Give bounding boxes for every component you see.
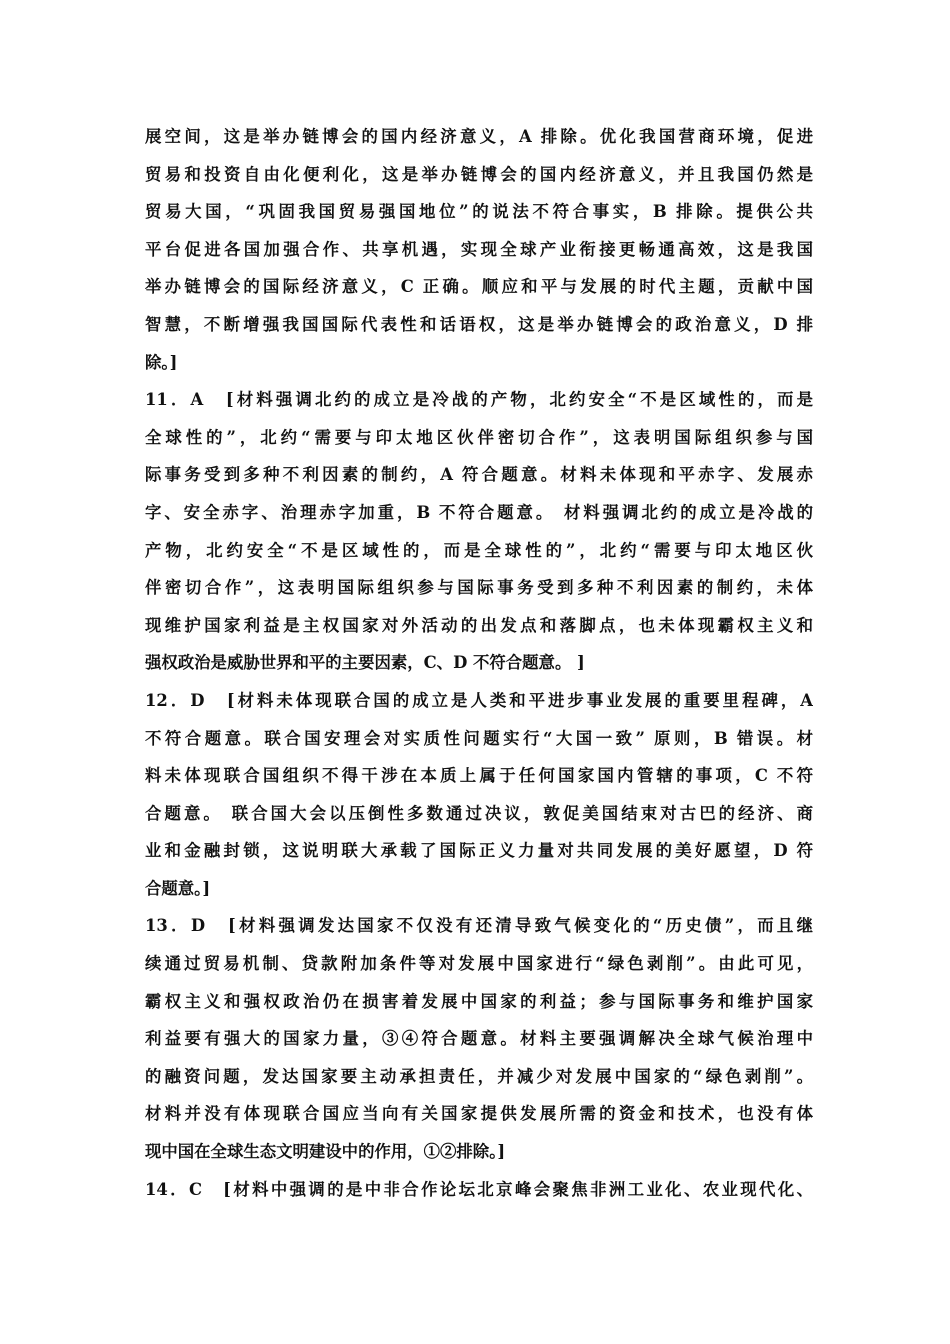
- text-line: 利益要有强大的国家力量，③④符合题意。材料主要强调解决全球气候治理中: [145, 1029, 813, 1049]
- text-line: 料未体现联合国组织不得干涉在本质上属于任何国家国内管辖的事项，C 不符: [145, 766, 813, 786]
- text-line: 不符合题意。联合国安理会对实质性问题实行“大国一致” 原则，B 错误。材: [145, 728, 813, 748]
- text-line: 的融资问题，发达国家要主动承担责任，并减少对发展中国家的“绿色剥削”。: [145, 1066, 813, 1086]
- answer-explanation-text: [145, 118, 813, 1208]
- text-line: 智慧，不断增强我国国际代表性和话语权，这是举办链博会的政治意义，D 排: [145, 314, 813, 334]
- text-line: 际事务受到多种不利因素的制约，A 符合题意。材料未体现和平赤字、发展赤: [145, 465, 813, 485]
- text-line: 贸易大国，“巩固我国贸易强国地位”的说法不符合事实，B 排除。提供公共: [145, 202, 813, 222]
- text-line: 12．D [材料未体现联合国的成立是人类和平进步事业发展的重要里程碑，A: [145, 690, 813, 710]
- text-line: 现中国在全球生态文明建设中的作用，①②排除。]: [145, 1142, 506, 1162]
- text-line: 11．A [材料强调北约的成立是冷战的产物，北约安全“不是区域性的，而是: [145, 390, 813, 410]
- text-line: 伴密切合作”，这表明国际组织参与国际事务受到多种不利因素的制约，未体: [145, 578, 813, 598]
- text-line: 贸易和投资自由化便利化，这是举办链博会的国内经济意义，并且我国仍然是: [145, 164, 813, 184]
- text-line: 材料并没有体现联合国应当向有关国家提供发展所需的资金和技术，也没有体: [145, 1104, 813, 1124]
- text-line: 合题意。]: [145, 878, 211, 898]
- text-line: 续通过贸易机制、贷款附加条件等对发展中国家进行“绿色剥削”。由此可见，: [145, 954, 813, 974]
- text-line: 展空间，这是举办链博会的国内经济意义，A 排除。优化我国营商环境，促进: [145, 127, 813, 146]
- text-line: 合题意。 联合国大会以压倒性多数通过决议，敦促美国结束对古巴的经济、商: [145, 803, 813, 823]
- text-line: 现维护国家利益是主权国家对外活动的出发点和落脚点，也未体现霸权主义和: [145, 615, 813, 635]
- text-line: 霸权主义和强权政治仍在损害着发展中国家的利益；参与国际事务和维护国家: [145, 991, 813, 1011]
- text-line: 除。]: [145, 352, 178, 372]
- text-line: 全球性的”，北约“需要与印太地区伙伴密切合作”，这表明国际组织参与国: [145, 427, 813, 447]
- text-line: 强权政治是威胁世界和平的主要因素，C、D 不符合题意。 ]: [145, 653, 585, 673]
- text-line: 业和金融封锁，这说明联大承载了国际正义力量对共同发展的美好愿望，D 符: [145, 841, 813, 861]
- text-line: 产物，北约安全“不是区域性的，而是全球性的”，北约“需要与印太地区伙: [145, 540, 813, 560]
- text-line: 举办链博会的国际经济意义，C 正确。顺应和平与发展的时代主题，贡献中国: [145, 277, 813, 297]
- text-line: 字、安全赤字、治理赤字加重，B 不符合题意。 材料强调北约的成立是冷战的: [145, 502, 813, 522]
- text-line: 13．D [材料强调发达国家不仅没有还清导致气候变化的“历史债”，而且继: [145, 916, 813, 936]
- text-line: 平台促进各国加强合作、共享机遇，实现全球产业衔接更畅通高效，这是我国: [145, 239, 813, 259]
- text-line: 14．C [材料中强调的是中非合作论坛北京峰会聚焦非洲工业化、农业现代化、: [145, 1179, 813, 1199]
